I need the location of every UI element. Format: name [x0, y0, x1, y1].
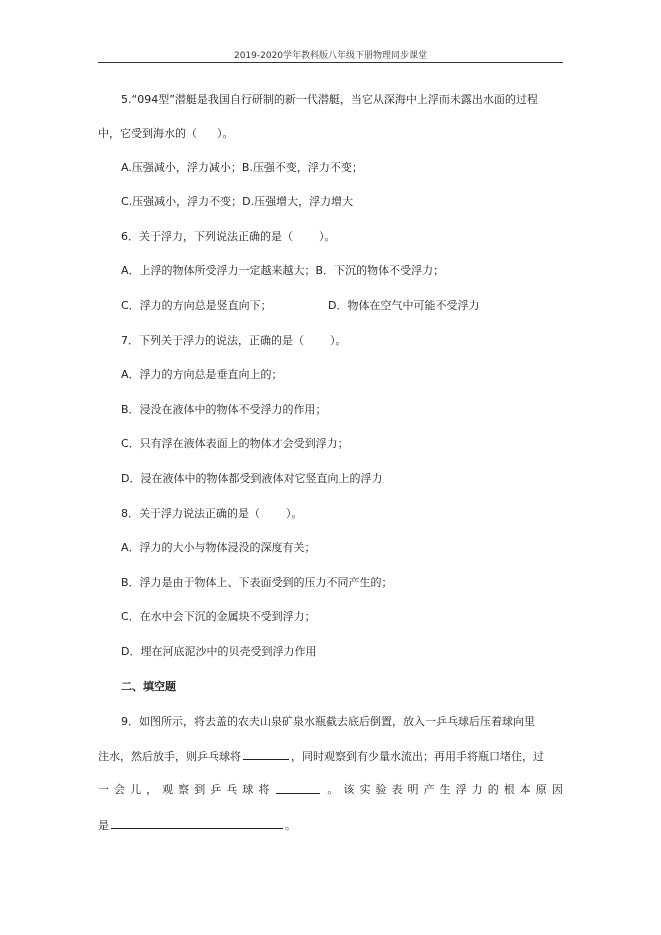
q9-line3-w8: 乓 [226, 783, 238, 796]
q7-stem [121, 334, 347, 348]
q9-line1: 9．如图所示，将去盖的农夫山泉矿泉水瓶截去底后倒置，放入一乒乓球后压着球向里 [121, 715, 535, 728]
q8-stem-after: ）。 [286, 507, 303, 520]
q8-option-c: C．在水中会下沉的金属块不受到浮力； [121, 610, 316, 623]
q8-option-b: B．浮力是由于物体上、下表面受到的压力不同产生的； [121, 576, 393, 589]
q9-blank-3 [111, 818, 283, 829]
q9-line3-w7: 乒 [210, 783, 222, 796]
q6-stem-before: 6．关于浮力，下列说法正确的是（ [121, 230, 293, 243]
q9-line2 [98, 749, 544, 764]
q9-line2-a: 注水，然后放手，则乒乓球将 [98, 750, 241, 763]
q9-blank-2 [276, 783, 320, 794]
q9-line3-t14: 因 [551, 783, 563, 796]
q9-line3-t11: 根 [503, 783, 515, 796]
q9-line3-t6: 产 [423, 783, 435, 796]
q5-stem-after: ）。 [217, 127, 234, 140]
q8-stem [121, 507, 303, 521]
q9-line3-w2: 儿 [130, 783, 142, 796]
q6-option-c: C．浮力的方向总是竖直向下； [121, 299, 272, 312]
q9-line3-t10: 的 [487, 783, 499, 796]
q8-stem-before: 8．关于浮力说法正确的是（ [121, 507, 260, 520]
q9-line3-t4: 表 [391, 783, 403, 796]
header-rule [98, 62, 563, 63]
q5-stem-line1: 5.“094型”潜艇是我国自行研制的新一代潜艇，当它从深海中上浮而未露出水面的过程 [121, 93, 538, 106]
q7-option-d: D．浸在液体中的物体都受到液体对它竖直向上的浮力 [121, 472, 383, 485]
q9-line3-w3: ， [146, 783, 158, 796]
q9-line3-w10: 将 [258, 783, 270, 796]
q9-blank-1 [243, 749, 289, 760]
q9-line3-t5: 明 [407, 783, 419, 796]
q7-option-a: A．浮力的方向总是垂直向上的； [121, 368, 283, 381]
q5-stem-before: 中，它受到海水的（ [98, 127, 197, 140]
q9-line3-t12: 本 [519, 783, 531, 796]
q9-line3-w1: 会 [114, 783, 126, 796]
q9-line3-w5: 察 [178, 783, 190, 796]
q9-line3-t7: 生 [439, 783, 451, 796]
q5-option-ab: A.压强减小，浮力减小；B.压强不变，浮力不变； [121, 161, 363, 174]
q9-line4-b: 。 [285, 819, 296, 832]
q8-option-a: A．浮力的大小与物体浸没的深度有关； [121, 541, 316, 554]
q9-line3 [98, 783, 563, 797]
q6-option-d: D．物体在空气中可能不受浮力 [328, 299, 480, 312]
q7-stem-after: ）。 [330, 334, 347, 347]
q6-stem [121, 230, 336, 244]
q5-stem-line2 [98, 127, 234, 141]
q9-line3-w4: 观 [162, 783, 174, 796]
q9-line4-a: 是 [98, 819, 109, 832]
q9-line3-t2: 实 [359, 783, 371, 796]
q5-option-cd: C.压强减小，浮力不变；D.压强增大，浮力增大 [121, 195, 354, 208]
q7-option-b: B．浸没在液体中的物体不受浮力的作用； [121, 403, 327, 416]
q9-line3-w9: 球 [242, 783, 254, 796]
q9-line3-t1: 该 [343, 783, 355, 796]
q9-line3-w6: 到 [194, 783, 206, 796]
q9-line4 [98, 818, 296, 833]
q7-stem-before: 7．下列关于浮力的说法，正确的是（ [121, 334, 304, 347]
q9-line3-t3: 验 [375, 783, 387, 796]
q6-stem-after: ）。 [319, 230, 336, 243]
q9-line3-w0: 一 [98, 783, 109, 796]
q9-line3-t9: 力 [471, 783, 483, 796]
section-title-fill-in: 二、填空题 [121, 680, 176, 693]
q9-line2-b: ，同时观察到有少量水流出；再用手将瓶口堵住，过 [291, 750, 544, 763]
q9-line3-t13: 原 [535, 783, 547, 796]
q9-line3-t8: 浮 [455, 783, 467, 796]
q7-option-c: C．只有浮在液体表面上的物体才会受到浮力； [121, 437, 349, 450]
q8-option-d: D．埋在河底泥沙中的贝壳受到浮力作用 [121, 645, 317, 658]
q6-option-ab: A．上浮的物体所受浮力一定越来越大；B．下沉的物体不受浮力； [121, 264, 445, 277]
page-header: 2019-2020学年教科版八年级下册物理同步课堂 [233, 51, 428, 61]
q9-line3-t0: 。 [327, 783, 339, 796]
